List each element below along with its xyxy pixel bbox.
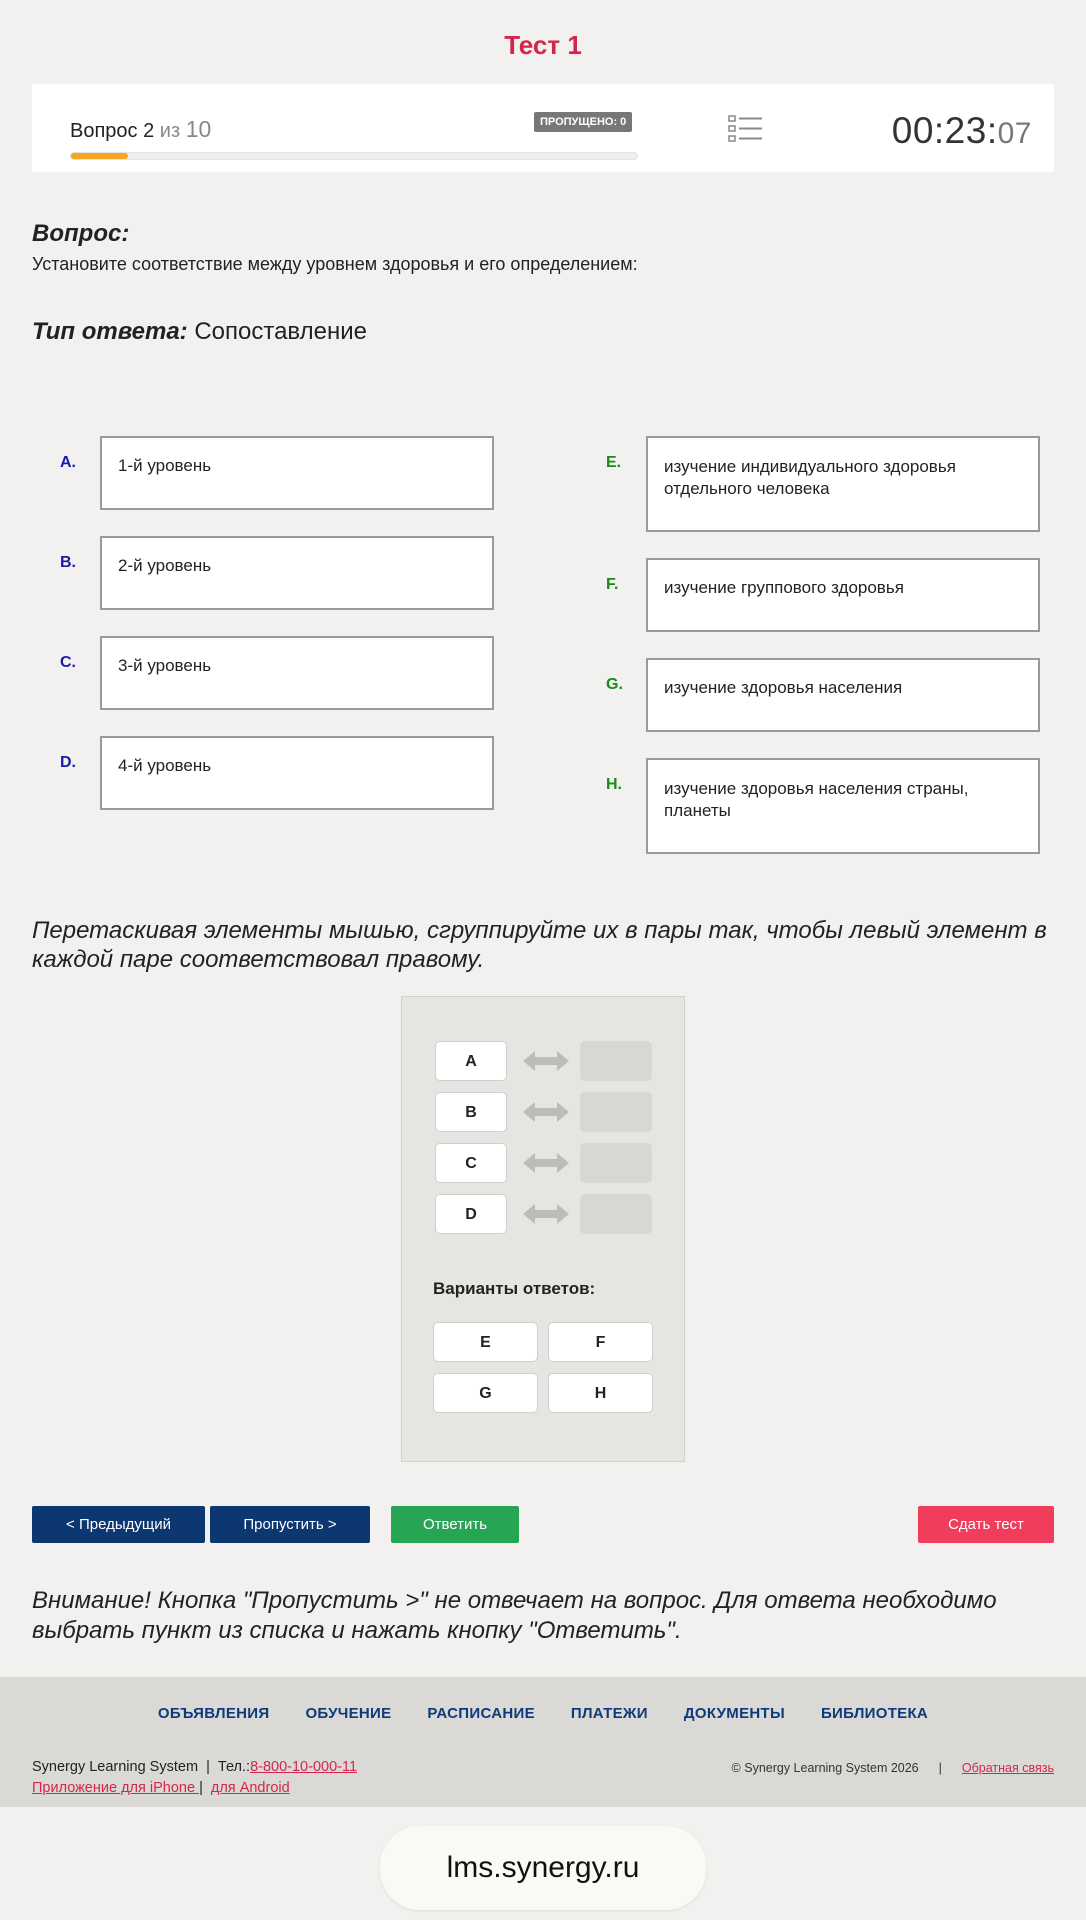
skip-button[interactable]: Пропустить > xyxy=(210,1506,370,1543)
right-item-text: изучение здоровья населения xyxy=(646,658,1040,732)
question-number: Вопрос 2 xyxy=(70,120,155,142)
iphone-app-link[interactable]: Приложение для iPhone xyxy=(32,1780,200,1796)
of-label: из xyxy=(159,120,181,142)
feedback-link[interactable]: Обратная связь xyxy=(961,1761,1054,1775)
left-item-text: 2-й уровень xyxy=(100,536,494,610)
timer xyxy=(892,110,1032,152)
question-counter xyxy=(70,116,211,143)
submit-test-button[interactable]: Сдать тест xyxy=(918,1506,1054,1543)
right-item-text: изучение здоровья населения страны, планеты xyxy=(646,758,1040,854)
timer-main: 00:23: xyxy=(891,110,998,151)
variants-label: Варианты ответов: xyxy=(433,1279,596,1298)
page-title: Тест 1 xyxy=(504,30,582,60)
double-arrow-icon xyxy=(523,1100,569,1124)
question-text: Установите соответствие между уровнем здоровья и его определением: xyxy=(32,254,638,274)
drop-slot-a[interactable] xyxy=(580,1041,652,1081)
footer-divider: | xyxy=(938,1761,942,1775)
footer-nav-documents[interactable]: ДОКУМЕНТЫ xyxy=(683,1705,785,1722)
double-arrow-icon xyxy=(523,1202,569,1226)
drag-source-c[interactable]: C xyxy=(435,1143,507,1183)
copyright: © Synergy Learning System 2026 xyxy=(731,1761,919,1775)
answer-option-g[interactable]: G xyxy=(433,1373,538,1413)
question-list-icon[interactable] xyxy=(728,114,764,144)
footer-nav-schedule[interactable]: РАСПИСАНИЕ xyxy=(427,1705,535,1722)
footer-nav-library[interactable]: БИБЛИОТЕКА xyxy=(820,1705,929,1722)
question-total: 10 xyxy=(185,116,212,142)
footer-divider: | xyxy=(199,1780,207,1796)
progress-fill xyxy=(71,153,128,159)
footer-phone-link[interactable]: 8-800-10-000-11 xyxy=(250,1759,358,1775)
left-item-text: 1-й уровень xyxy=(100,436,494,510)
drop-slot-d[interactable] xyxy=(580,1194,652,1234)
timer-seconds: 07 xyxy=(997,117,1032,150)
footer-nav-announcements[interactable]: ОБЪЯВЛЕНИЯ xyxy=(157,1705,270,1722)
double-arrow-icon xyxy=(523,1049,569,1073)
footer xyxy=(0,1677,1086,1807)
progress-track xyxy=(70,152,638,160)
left-letter: D. xyxy=(60,754,76,771)
answer-option-f[interactable]: F xyxy=(548,1322,653,1362)
drop-slot-b[interactable] xyxy=(580,1092,652,1132)
question-heading: Вопрос: xyxy=(32,220,130,247)
footer-right xyxy=(732,1761,1054,1775)
answer-button[interactable]: Ответить xyxy=(391,1506,519,1543)
drag-source-b[interactable]: B xyxy=(435,1092,507,1132)
left-item-text: 4-й уровень xyxy=(100,736,494,810)
answer-type xyxy=(32,318,367,346)
answer-option-e[interactable]: E xyxy=(433,1322,538,1362)
right-letter: F. xyxy=(606,576,619,593)
right-letter: G. xyxy=(606,676,623,693)
right-item-text: изучение индивидуального здоровья отдельного человека xyxy=(646,436,1040,532)
drag-instruction: Перетаскивая элементы мышью, сгруппируйте их в пары так, чтобы левый элемент в каждой паре соответствовал правому. xyxy=(32,917,1047,973)
answer-option-h[interactable]: H xyxy=(548,1373,653,1413)
previous-button[interactable]: < Предыдущий xyxy=(32,1506,205,1543)
left-letter: C. xyxy=(60,654,76,671)
skip-warning: Внимание! Кнопка "Пропустить >" не отвечает на вопрос. Для ответа необходимо выбрать пункт из списка и нажать кнопку "Ответить". xyxy=(32,1587,997,1644)
footer-divider: | xyxy=(202,1759,214,1775)
footer-nav-learning[interactable]: ОБУЧЕНИЕ xyxy=(305,1705,392,1722)
left-letter: B. xyxy=(60,554,76,571)
footer-nav xyxy=(0,1705,1086,1722)
footer-phone-label: Тел.: xyxy=(217,1759,251,1775)
footer-nav-payments[interactable]: ПЛАТЕЖИ xyxy=(570,1705,648,1722)
left-letter: A. xyxy=(60,454,76,471)
footer-info xyxy=(32,1757,357,1799)
android-app-link[interactable]: для Android xyxy=(210,1780,290,1796)
double-arrow-icon xyxy=(523,1151,569,1175)
drag-drop-area xyxy=(401,996,685,1462)
skipped-badge: ПРОПУЩЕНО: 0 xyxy=(534,112,632,132)
right-item-text: изучение группового здоровья xyxy=(646,558,1040,632)
right-letter: H. xyxy=(606,776,622,793)
answer-type-value: Сопоставление xyxy=(187,318,367,345)
drop-slot-c[interactable] xyxy=(580,1143,652,1183)
drag-source-d[interactable]: D xyxy=(435,1194,507,1234)
drag-source-a[interactable]: A xyxy=(435,1041,507,1081)
answer-type-label: Тип ответа: xyxy=(32,318,188,345)
test-progress-bar xyxy=(32,84,1054,172)
browser-url-bar[interactable]: lms.synergy.ru xyxy=(380,1826,706,1910)
footer-brand: Synergy Learning System xyxy=(32,1759,199,1775)
right-letter: E. xyxy=(606,454,622,471)
left-item-text: 3-й уровень xyxy=(100,636,494,710)
